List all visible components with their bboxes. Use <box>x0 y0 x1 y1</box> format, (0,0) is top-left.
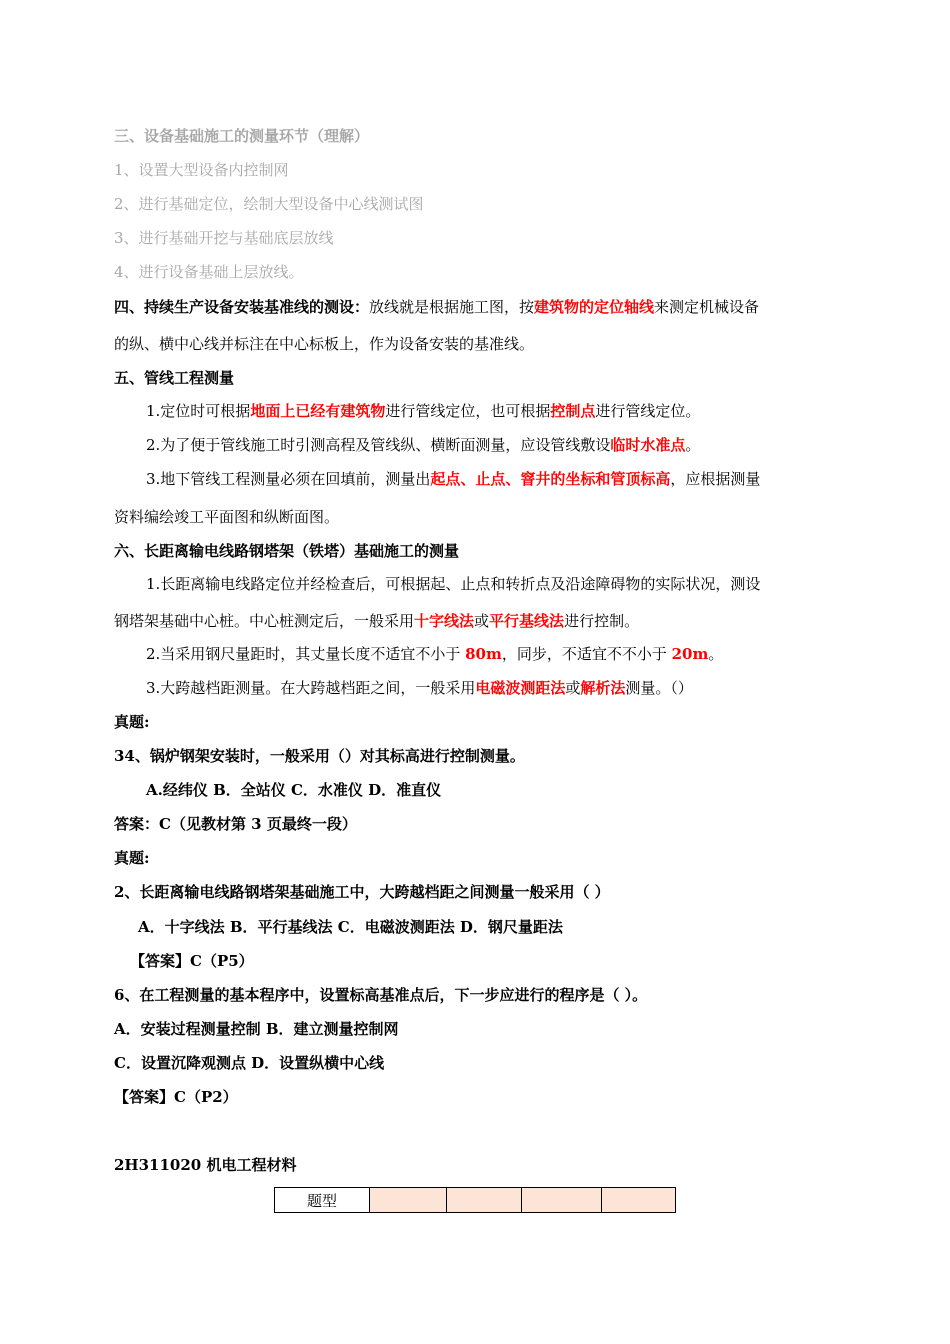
sec5-para-2 <box>146 435 700 455</box>
highlight: 建筑物的定位轴线 <box>534 298 655 316</box>
text: 3.地下管线工程测量必须在回填前，测量出 <box>146 470 431 488</box>
sec3-item-2: 2、进行基础定位，绘制大型设备中心线测试图 <box>114 195 424 213</box>
highlight: 起点、止点、窨井的坐标和管顶标高 <box>430 470 671 488</box>
sec6-para-1: 1.长距离输电线路定位并经检查后，可根据起、止点和转折点及沿途障碍物的实际状况，测设 <box>146 575 761 593</box>
text: 来测定机械设备 <box>654 298 760 316</box>
text: 。 <box>685 436 701 454</box>
text: ，应根据测量 <box>670 470 761 488</box>
text: 或 <box>474 612 490 630</box>
text: 2.当采用钢尺量距时，其丈量长度不适宜不小于 <box>146 645 466 663</box>
text: 进行管线定位。 <box>595 402 701 420</box>
highlight: 80m <box>465 645 502 663</box>
sec5-para-3 <box>146 469 760 489</box>
highlight: 20m <box>671 645 709 663</box>
exam-label-2: 真题: <box>114 849 150 867</box>
question-2: 2、长距离输电线路钢塔架基础施工中，大跨越档距之间测量一般采用（ ） <box>114 883 610 901</box>
highlight: 十字线法 <box>414 612 475 630</box>
text: 放线就是根据施工图，按 <box>369 298 535 316</box>
question-34-answer: 答案：C（见教材第 3 页最终一段） <box>114 815 357 833</box>
section-5-title: 五、管线工程测量 <box>114 369 235 387</box>
text: 进行管线定位，也可根据 <box>385 402 551 420</box>
highlight: 控制点 <box>550 402 596 420</box>
highlight: 电磁波测距法 <box>475 679 566 697</box>
question-type-table <box>274 1187 676 1213</box>
table-row <box>275 1188 676 1213</box>
highlight: 地面上已经有建筑物 <box>250 402 386 420</box>
section-6-title: 六、长距离输电线路钢塔架（铁塔）基础施工的测量 <box>114 542 460 560</box>
question-6-options-ab: A．安装过程测量控制 B．建立测量控制网 <box>114 1020 399 1038</box>
text: 。 <box>708 645 724 663</box>
question-34-options: A.经纬仪 B．全站仪 C．水准仪 D．准直仪 <box>146 781 442 799</box>
question-2-options: A．十字线法 B．平行基线法 C．电磁波测距法 D．钢尺量距法 <box>138 918 563 936</box>
sec6-para-1-cont <box>114 611 639 631</box>
text: 进行控制。 <box>564 612 640 630</box>
text: ，同步，不适宜不不小于 <box>501 645 672 663</box>
sec6-para-2 <box>146 644 723 664</box>
exam-label-1: 真题: <box>114 713 150 731</box>
highlight: 临时水准点 <box>610 436 686 454</box>
table-header-cell: 题型 <box>275 1188 370 1213</box>
table-cell <box>370 1188 447 1213</box>
text: 3.大跨越档距测量。在大跨越档距之间，一般采用 <box>146 679 476 697</box>
text: 测量。（） <box>625 679 693 697</box>
text: 1.定位时可根据 <box>146 402 251 420</box>
sec3-item-1: 1、设置大型设备内控制网 <box>114 161 289 179</box>
section-3-title: 三、设备基础施工的测量环节（理解） <box>114 127 370 145</box>
question-6: 6、在工程测量的基本程序中，设置标高基准点后，下一步应进行的程序是（ ）。 <box>114 986 648 1004</box>
text: 2.为了便于管线施工时引测高程及管线纵、横断面测量，应设管线敷设 <box>146 436 611 454</box>
section-heading: 2H311020 机电工程材料 <box>114 1156 297 1174</box>
table-cell <box>522 1188 602 1213</box>
question-2-answer: 【答案】C（P5） <box>130 952 254 970</box>
section-4-title: 四、持续生产设备安装基准线的测设： <box>114 298 370 316</box>
sec5-para-3-cont: 资料编绘竣工平面图和纵断面图。 <box>114 508 340 526</box>
highlight: 平行基线法 <box>489 612 565 630</box>
text: 钢塔架基础中心桩。中心桩测定后，一般采用 <box>114 612 415 630</box>
section-4-line-2: 的纵、横中心线并标注在中心标板上，作为设备安装的基准线。 <box>114 335 535 353</box>
sec5-para-1 <box>146 401 700 421</box>
section-4-line-1 <box>114 297 759 317</box>
text: 或 <box>565 679 581 697</box>
question-6-options-cd: C．设置沉降观测点 D．设置纵横中心线 <box>114 1054 385 1072</box>
table-cell <box>602 1188 676 1213</box>
sec3-item-4: 4、进行设备基础上层放线。 <box>114 263 304 281</box>
question-6-answer: 【答案】C（P2） <box>114 1088 238 1106</box>
highlight: 解析法 <box>580 679 626 697</box>
sec3-item-3: 3、进行基础开挖与基础底层放线 <box>114 229 334 247</box>
sec6-para-3 <box>146 678 693 698</box>
table-cell <box>447 1188 522 1213</box>
question-34: 34、锅炉钢架安装时，一般采用（）对其标高进行控制测量。 <box>114 747 525 765</box>
